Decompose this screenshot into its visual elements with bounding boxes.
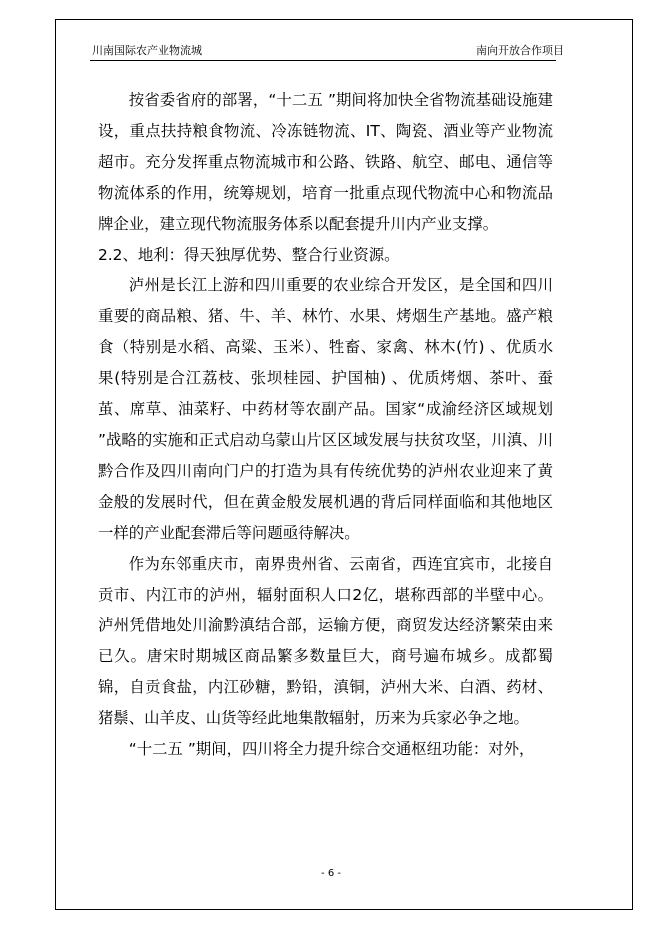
paragraph-luzhou-agriculture: 泸州是长江上游和四川重要的农业综合开发区，是全国和四川重要的商品粮、猪、牛、羊、林竹、水果、烤烟生产基地。盛产粮食（特别是水稻、高粱、玉米）、牲畜、家禽、林木(竹) 、优质水果(特别是合江荔枝、张坝桂园、护国柚) 、优质烤烟、茶叶、蚕茧、席草、油菜籽、中药材等农副产品。国家“成渝经济区域规划 ”战略的实施和正式启动乌蒙山片区区域发展与扶贫攻坚，川滇、川黔合作及四川南向门户的打造为具有传统优势的泸州农业迎来了黄金般的发展时代，但在黄金般发展机遇的背后同样面临和其他地区一样的产业配套滞后等问题亟待解决。 xyxy=(98,276,553,542)
paragraph-logistics-plan: 按省委省府的部署，“十二五 ”期间将加快全省物流基础设施建设，重点扶持粮食物流、冷冻链物流、IT、陶瓷、酒业等产业物流超市。充分发挥重点物流城市和公路、铁路、航空、邮电、通信等物流体系的作用，统筹规划，培育一批重点现代物流中心和物流品牌企业，建立现代物流服务体系以配套提升川内产业支撑。 xyxy=(98,91,553,233)
header-divider xyxy=(90,60,556,61)
page-number: - 6 - xyxy=(321,868,341,879)
document-body xyxy=(98,85,553,765)
header-section-title: 南向开放合作项目 xyxy=(476,44,564,57)
header-project-title: 川南国际农产业物流城 xyxy=(92,44,202,57)
paragraph-transport-hub: “十二五 ”期间，四川将全力提升综合交通枢纽功能：对外， xyxy=(128,740,535,759)
paragraph-luzhou-location: 作为东邻重庆市，南界贵州省、云南省，西连宜宾市，北接自贡市、内江市的泸州，辐射面积人口2亿，堪称西部的半壁中心。泸州凭借地处川渝黔滇结合部，运输方便，商贸发达经济繁荣由来已久。唐宋时期城区商品繁多数量巨大，商号遍布城乡。成都蜀锦，自贡食盐，内江砂糖，黔铅，滇铜，泸州大米、白酒、药材、猪鬃、山羊皮、山货等经此地集散辐射，历来为兵家必争之地。 xyxy=(98,554,553,728)
section-heading-2-2: 2.2、地利：得天独厚优势、整合行业资源。 xyxy=(98,245,400,264)
